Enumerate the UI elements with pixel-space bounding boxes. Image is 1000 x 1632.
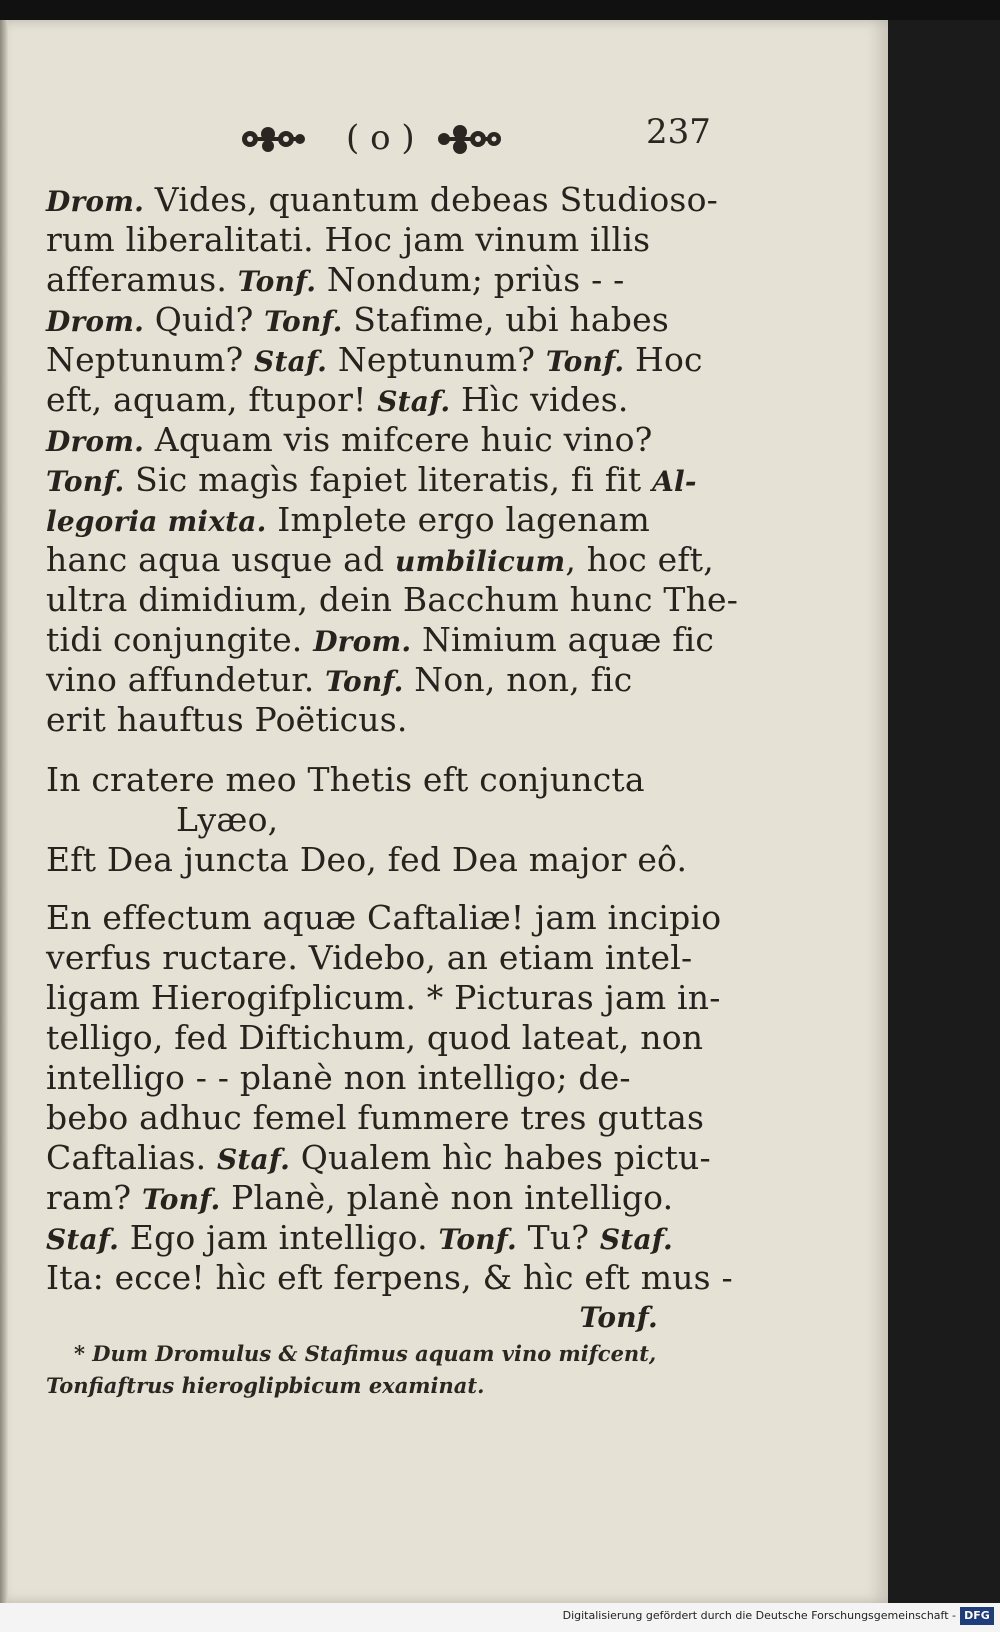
book-page xyxy=(0,20,888,1603)
text-line xyxy=(46,1098,706,1138)
text-segment: , hoc eft, xyxy=(565,540,714,579)
text-line xyxy=(46,460,706,500)
text-line xyxy=(46,978,721,1018)
credit-text: Digitalisierung gefördert durch die Deutsche Forschungsgemeinschaft - xyxy=(562,1609,956,1622)
running-header xyxy=(46,110,711,170)
text-segment: afferamus. xyxy=(46,260,238,299)
text-segment: tidi conjungite. xyxy=(46,620,314,659)
verse-distich xyxy=(46,760,706,880)
text-segment: Neptunum? xyxy=(327,340,546,379)
text-line xyxy=(46,620,715,660)
text-line xyxy=(46,220,706,260)
text-line xyxy=(46,420,706,460)
speaker-label: Tonf. xyxy=(46,465,125,498)
text-segment: Stafime, ubi habes xyxy=(342,300,669,339)
text-segment: ram? xyxy=(46,1178,142,1217)
text-segment: En effectum aquæ Caftaliæ! jam incipio xyxy=(46,898,722,937)
dfg-logo-icon: DFG xyxy=(960,1607,994,1625)
catchword-block xyxy=(46,1298,706,1338)
printer-ornament-right-icon xyxy=(436,122,502,156)
footnote-line: * Dum Dromulus & Stafimus aquam vino mifcent, xyxy=(74,1341,657,1366)
text-line xyxy=(46,1138,711,1178)
text-line xyxy=(46,1018,706,1058)
speaker-label: Tonf. xyxy=(237,265,317,298)
text-line xyxy=(46,1058,706,1098)
text-line xyxy=(46,660,706,700)
text-segment: rum liberalitati. Hoc jam vinum illis xyxy=(46,220,651,259)
paragraph-dialogue-1 xyxy=(46,180,739,740)
text-segment: bebo adhuc femel fummere tres guttas xyxy=(46,1098,705,1137)
speaker-label: Tonf. xyxy=(438,1223,517,1256)
text-segment: erit hauftus Poëticus. xyxy=(46,700,408,739)
text-segment: Hìc vides. xyxy=(450,380,629,419)
text-line xyxy=(46,898,722,938)
text-line xyxy=(46,260,706,300)
text-line xyxy=(46,580,739,620)
text-segment: telligo, fed Diftichum, quod lateat, non xyxy=(46,1018,704,1057)
text-segment: Caftalias. xyxy=(46,1138,217,1177)
top-border xyxy=(0,0,1000,20)
printer-ornament-left-icon xyxy=(240,122,306,156)
verse-line: Lyæo, xyxy=(176,800,279,839)
text-segment: verfus ructare. Videbo, an etiam intel- xyxy=(46,938,693,977)
header-mark: ( o ) xyxy=(346,118,415,158)
text-line xyxy=(46,1178,706,1218)
text-line xyxy=(46,1258,733,1298)
text-segment: Non, non, fic xyxy=(403,660,633,699)
text-segment: Planè, planè non intelligo. xyxy=(220,1178,674,1217)
credit-bar xyxy=(0,1603,1000,1632)
text-segment: Vides, quantum debeas Studioso- xyxy=(144,180,718,219)
text-segment: Tu? xyxy=(516,1218,600,1257)
page-number: 237 xyxy=(646,112,711,152)
text-segment: Aquam vis mifcere huic vino? xyxy=(144,420,653,459)
footnote xyxy=(46,1338,706,1402)
text-segment: Neptunum? xyxy=(46,340,255,379)
text-line xyxy=(46,938,706,978)
speaker-label: Staf. xyxy=(377,385,451,418)
text-segment: Hoc xyxy=(624,340,703,379)
text-line xyxy=(46,340,706,380)
speaker-label: Tonf. xyxy=(545,345,625,378)
text-line xyxy=(46,300,706,340)
text-segment: Ego jam intelligo. xyxy=(119,1218,439,1257)
text-segment: intelligo - - planè non intelligo; de- xyxy=(46,1058,631,1097)
page-content xyxy=(46,20,739,1603)
speaker-label: umbilicum xyxy=(395,545,566,578)
speaker-label: Staf. xyxy=(216,1143,291,1176)
text-segment: Sic magìs fapiet literatis, fi fit xyxy=(124,460,653,499)
text-line xyxy=(46,500,706,540)
text-line xyxy=(46,700,706,740)
text-segment: vino affundetur. xyxy=(46,660,326,699)
text-line xyxy=(46,1218,706,1258)
speaker-label: Al- xyxy=(652,465,697,498)
text-line xyxy=(46,540,714,580)
speaker-label: Staf. xyxy=(46,1223,120,1256)
speaker-label: Tonf. xyxy=(141,1183,221,1216)
speaker-label: Drom. xyxy=(46,305,145,338)
text-line xyxy=(46,180,718,220)
speaker-label: legoria mixta. xyxy=(46,505,267,538)
speaker-label: Drom. xyxy=(46,425,145,458)
text-segment: Implete ergo lagenam xyxy=(266,500,650,539)
text-segment: Quid? xyxy=(144,300,265,339)
page-gutter-edge xyxy=(0,20,8,1603)
text-segment: Nondum; priùs - - xyxy=(316,260,625,299)
text-segment: ligam Hierogifplicum. * Picturas jam in- xyxy=(46,978,721,1017)
text-segment: Nimium aquæ fic xyxy=(411,620,715,659)
speaker-label: Staf. xyxy=(599,1223,673,1256)
catchword: Tonf. xyxy=(579,1301,658,1334)
speaker-label: Drom. xyxy=(313,625,412,658)
verse-line: Eft Dea juncta Deo, fed Dea major eô. xyxy=(46,840,688,879)
text-segment: Ita: ecce! hìc eft ferpens, & hìc eft mus - xyxy=(46,1258,733,1297)
text-line xyxy=(46,380,706,420)
verse-line: In cratere meo Thetis eft conjuncta xyxy=(46,760,645,799)
speaker-label: Staf. xyxy=(254,345,328,378)
text-segment: hanc aqua usque ad xyxy=(46,540,396,579)
footnote-line: Tonfiaftrus hieroglipbicum examinat. xyxy=(46,1373,485,1398)
speaker-label: Tonf. xyxy=(325,665,404,698)
speaker-label: Drom. xyxy=(46,185,145,218)
text-segment: eft, aquam, ftupor! xyxy=(46,380,378,419)
paragraph-dialogue-2 xyxy=(46,898,733,1298)
margin-bleed-through xyxy=(740,180,800,320)
text-segment: ultra dimidium, dein Bacchum hunc The- xyxy=(46,580,739,619)
text-segment: Qualem hìc habes pictu- xyxy=(290,1138,711,1177)
speaker-label: Tonf. xyxy=(264,305,343,338)
